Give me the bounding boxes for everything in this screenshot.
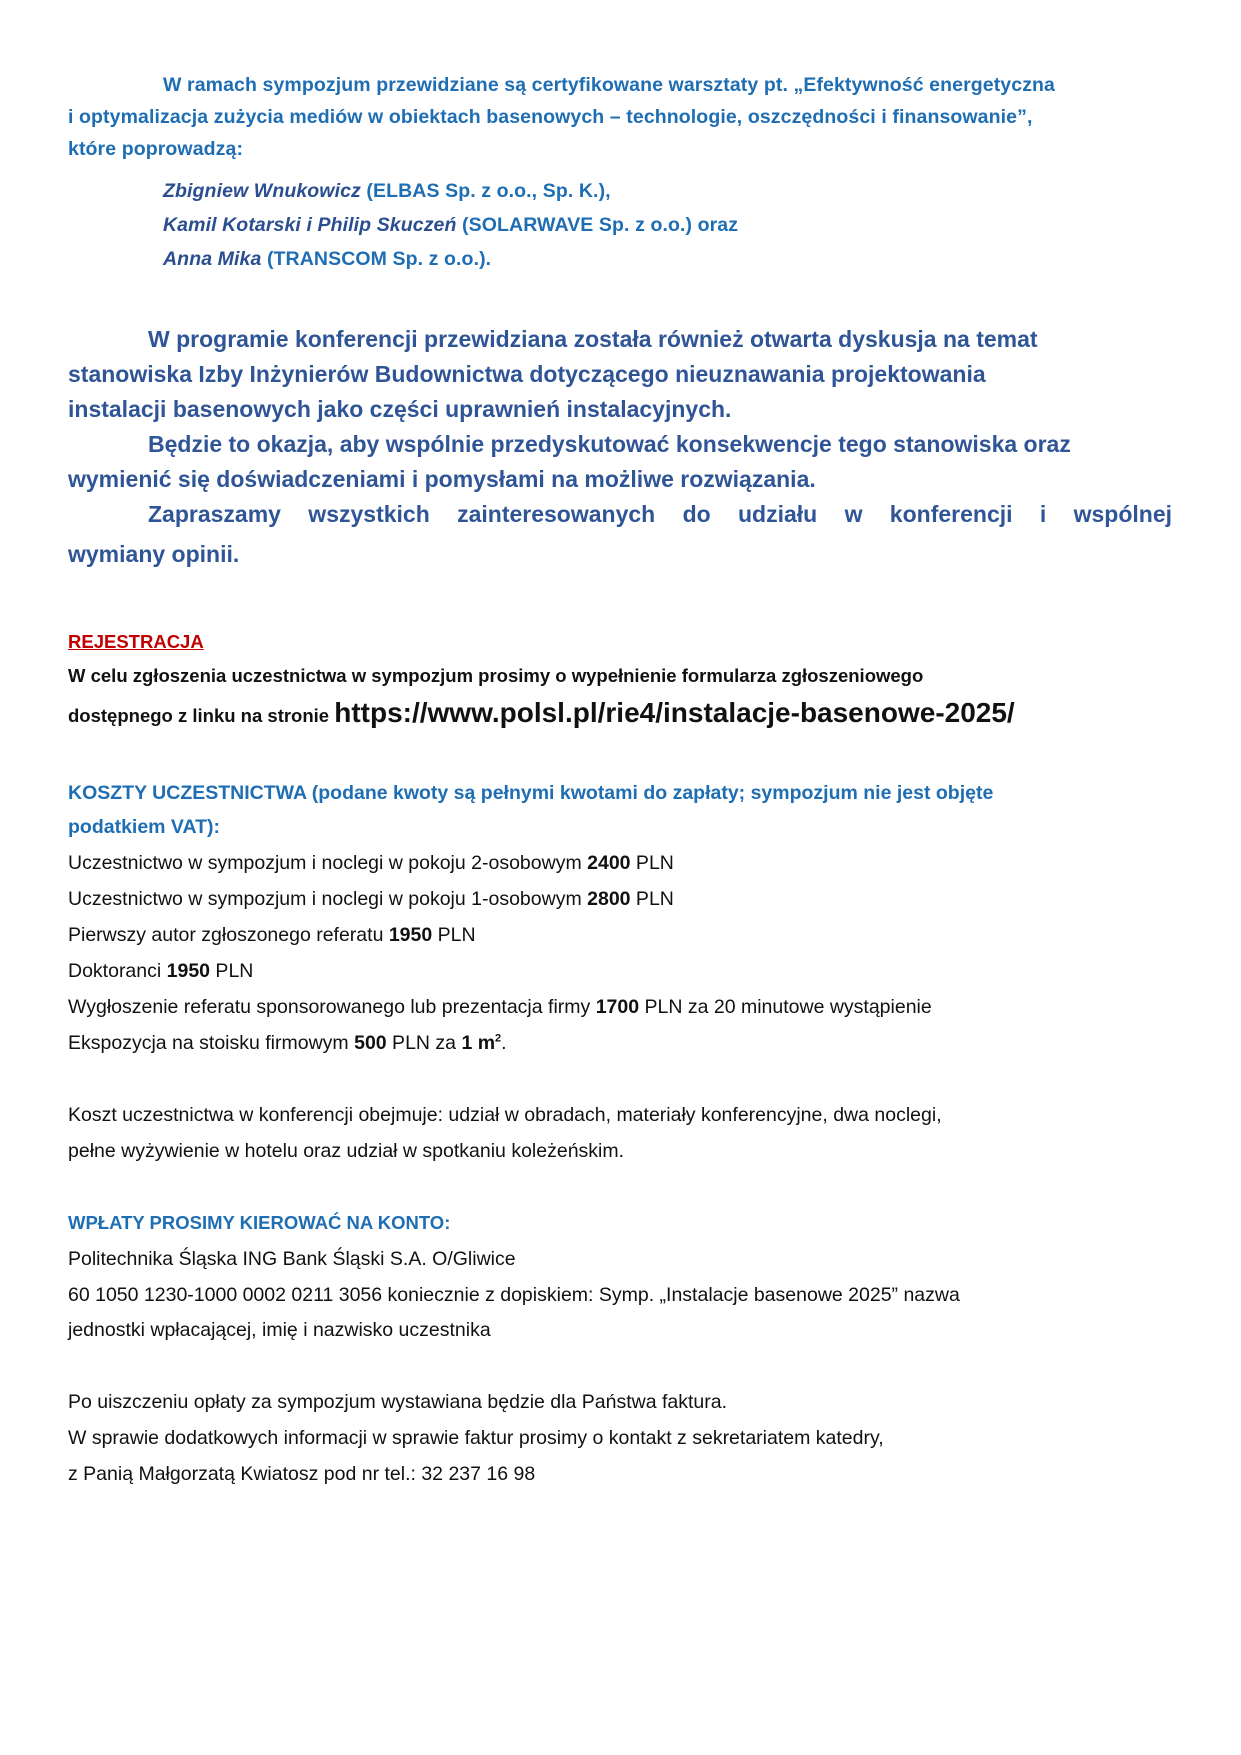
workshop-leader xyxy=(163,214,738,237)
cost-item-mid: PLN za xyxy=(386,1032,462,1054)
leader-company: (ELBAS Sp. z o.o., Sp. K.), xyxy=(360,180,611,202)
registration-text-line-1: W celu zgłoszenia uczestnictwa w sympozjum prosimy o wypełnienie formularza zgłoszeniowego xyxy=(68,665,924,686)
cost-item-suffix: PLN xyxy=(630,852,674,874)
cost-item-end: . xyxy=(501,1032,507,1054)
discussion-line: instalacji basenowych jako części uprawnień instalacyjnych. xyxy=(68,396,732,422)
cost-item-unit xyxy=(461,1032,501,1054)
payment-bank: Politechnika Śląska ING Bank Śląski S.A. O/Gliwice xyxy=(68,1248,516,1270)
registration-text-prefix: dostępnego z linku na stronie xyxy=(68,705,335,726)
discussion-line: stanowiska Izby Inżynierów Budownictwa dotyczącego nieuznawania projektowania xyxy=(68,361,986,387)
leader-name: Kamil Kotarski i Philip Skuczeń xyxy=(163,214,457,236)
cost-item-label: Uczestnictwo w sympozjum i noclegi w pokoju 1-osobowym xyxy=(68,888,588,910)
workshop-leader xyxy=(163,180,611,203)
cost-item-suffix: PLN xyxy=(630,888,674,910)
cost-item xyxy=(68,996,932,1019)
cost-item-amount: 1950 xyxy=(166,960,211,982)
workshops-intro-line-1: W ramach sympozjum przewidziane są certyfikowane warsztaty pt. „Efektywność energetyczna xyxy=(163,74,1056,96)
invoice-line-2: W sprawie dodatkowych informacji w sprawie faktur prosimy o kontakt z sekretariatem katedry, xyxy=(68,1427,884,1449)
discussion-line: wymienić się doświadczeniami i pomysłami na możliwe rozwiązania. xyxy=(68,466,816,492)
costs-includes-line-1: Koszt uczestnictwa w konferencji obejmuje: udział w obradach, materiały konferencyjne, dwa noclegi, xyxy=(68,1104,942,1126)
cost-item-amount: 1700 xyxy=(595,996,640,1018)
invoice-contact: z Panią Małgorzatą Kwiatosz pod nr tel.: 32 237 16 98 xyxy=(68,1463,536,1485)
costs-heading-line-2: podatkiem VAT): xyxy=(68,816,221,838)
cost-item xyxy=(68,852,674,875)
cost-item-suffix: PLN za 20 minutowe wystąpienie xyxy=(639,996,932,1018)
cost-item-amount: 1950 xyxy=(388,924,433,946)
registration-text-line-2 xyxy=(68,697,1015,729)
leader-company: (TRANSCOM Sp. z o.o.). xyxy=(261,248,492,270)
workshops-intro-line-2: i optymalizacja zużycia mediów w obiektach basenowych – technologie, oszczędności i finansowanie”, xyxy=(68,106,1033,128)
leader-name: Zbigniew Wnukowicz xyxy=(163,180,361,202)
cost-item-suffix: PLN xyxy=(210,960,254,982)
registration-heading: REJESTRACJA xyxy=(68,631,204,652)
workshop-leader xyxy=(163,248,491,271)
cost-item-amount: 2400 xyxy=(587,852,631,874)
cost-item xyxy=(68,924,476,947)
costs-heading-line-1: KOSZTY UCZESTNICTWA (podane kwoty są pełnymi kwotami do zapłaty; sympozjum nie jest objęte xyxy=(68,782,994,804)
payment-note: jednostki wpłacającej, imię i nazwisko uczestnika xyxy=(68,1319,491,1341)
registration-url-link[interactable]: https://www.polsl.pl/rie4/instalacje-basenowe-2025/ xyxy=(334,697,1015,728)
discussion-line: W programie konferencji przewidziana została również otwarta dyskusja na temat xyxy=(148,326,1038,352)
cost-item-suffix: PLN xyxy=(432,924,476,946)
cost-item-label: Doktoranci xyxy=(68,960,167,982)
discussion-line: Zapraszamy wszystkich zainteresowanych do udziału w konferencji i wspólnej xyxy=(148,501,1172,527)
leader-name: Anna Mika xyxy=(163,248,262,270)
cost-item-label: Wygłoszenie referatu sponsorowanego lub prezentacja firmy xyxy=(68,996,596,1018)
payment-heading: WPŁATY PROSIMY KIEROWAĆ NA KONTO: xyxy=(68,1212,451,1233)
leader-company: (SOLARWAVE Sp. z o.o.) oraz xyxy=(456,214,739,236)
unit-exponent: 2 xyxy=(495,1032,502,1045)
cost-item-label: Uczestnictwo w sympozjum i noclegi w pokoju 2-osobowym xyxy=(68,852,588,874)
payment-account: 60 1050 1230-1000 0002 0211 3056 koniecznie z dopiskiem: Symp. „Instalacje basenowe 2025” nazwa xyxy=(68,1284,960,1306)
cost-item-label: Ekspozycja na stoisku firmowym xyxy=(68,1032,355,1054)
costs-includes-line-2: pełne wyżywienie w hotelu oraz udział w spotkaniu koleżeńskim. xyxy=(68,1140,625,1162)
cost-item-amount: 500 xyxy=(354,1032,387,1054)
cost-item-expo xyxy=(68,1032,507,1055)
invoice-line-1: Po uiszczeniu opłaty za sympozjum wystawiana będzie dla Państwa faktura. xyxy=(68,1391,727,1413)
cost-item xyxy=(68,888,674,911)
discussion-line: wymiany opinii. xyxy=(68,541,240,567)
cost-item xyxy=(68,960,253,983)
cost-item-label: Pierwszy autor zgłoszonego referatu xyxy=(68,924,389,946)
unit-text: 1 m xyxy=(461,1032,496,1054)
cost-item-amount: 2800 xyxy=(587,888,631,910)
workshops-intro-line-3: które poprowadzą: xyxy=(68,138,244,160)
discussion-line: Będzie to okazja, aby wspólnie przedyskutować konsekwencje tego stanowiska oraz xyxy=(148,431,1071,457)
